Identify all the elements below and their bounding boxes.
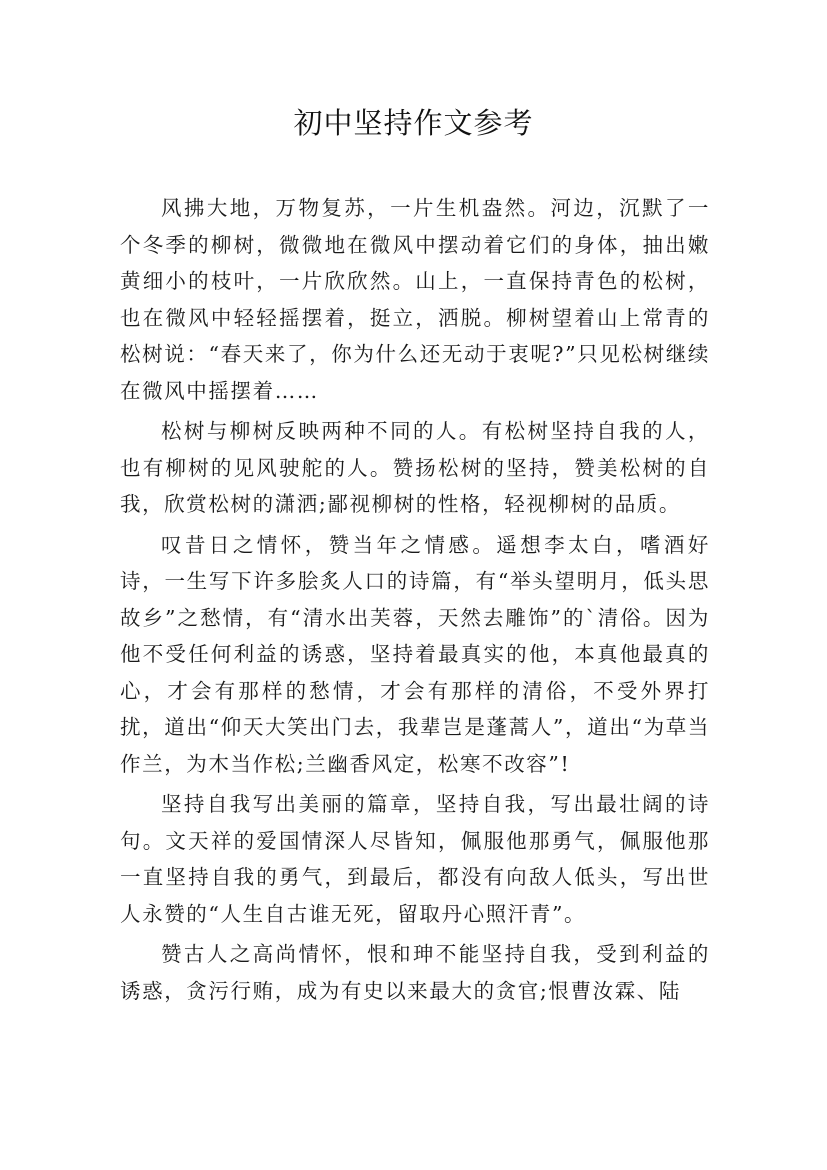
document-body [120, 190, 710, 1013]
paragraph-3: 叹昔日之情怀，赞当年之情感。遥想李太白，嗜酒好诗，一生写下许多脍炙人口的诗篇，有“举头望明月，低头思故乡”之愁情，有“清水出芙蓉，天然去雕饰”的`清俗。因为他不受任何利益的诱惑，坚持着最真实的他，本真他最真的心，才会有那样的愁情，才会有那样的清俗，不受外界打扰，道出“仰天大笑出门去，我辈岂是蓬蒿人”，道出“为草当作兰，为木当作松;兰幽香风定，松寒不改容”! [120, 532, 710, 776]
paragraph-5: 赞古人之高尚情怀，恨和珅不能坚持自我，受到利益的诱惑，贪污行贿，成为有史以来最大的贪官;恨曹汝霖、陆 [120, 942, 710, 1003]
document-title: 初中坚持作文参考 [293, 106, 534, 140]
paragraph-4: 坚持自我写出美丽的篇章，坚持自我，写出最壮阔的诗句。文天祥的爱国情深人尽皆知，佩服他那勇气，佩服他那一直坚持自我的勇气，到最后，都没有向敌人低头，写出世人永赞的“人生自古谁无死，留取丹心照汗青”。 [120, 792, 710, 926]
paragraph-2: 松树与柳树反映两种不同的人。有松树坚持自我的人，也有柳树的见风驶舵的人。赞扬松树的坚持，赞美松树的自我，欣赏松树的潇洒;鄙视柳树的性格，轻视柳树的品质。 [120, 419, 710, 516]
paragraph-1: 风拂大地，万物复苏，一片生机盎然。河边，沉默了一个冬季的柳树，微微地在微风中摆动着它们的身体，抽出嫩黄细小的枝叶，一片欣欣然。山上，一直保持青色的松树，也在微风中轻轻摇摆着，挺立，洒脱。柳树望着山上常青的松树说：“春天来了，你为什么还无动于衷呢?”只见松树继续在微风中摇摆着…… [120, 196, 710, 403]
